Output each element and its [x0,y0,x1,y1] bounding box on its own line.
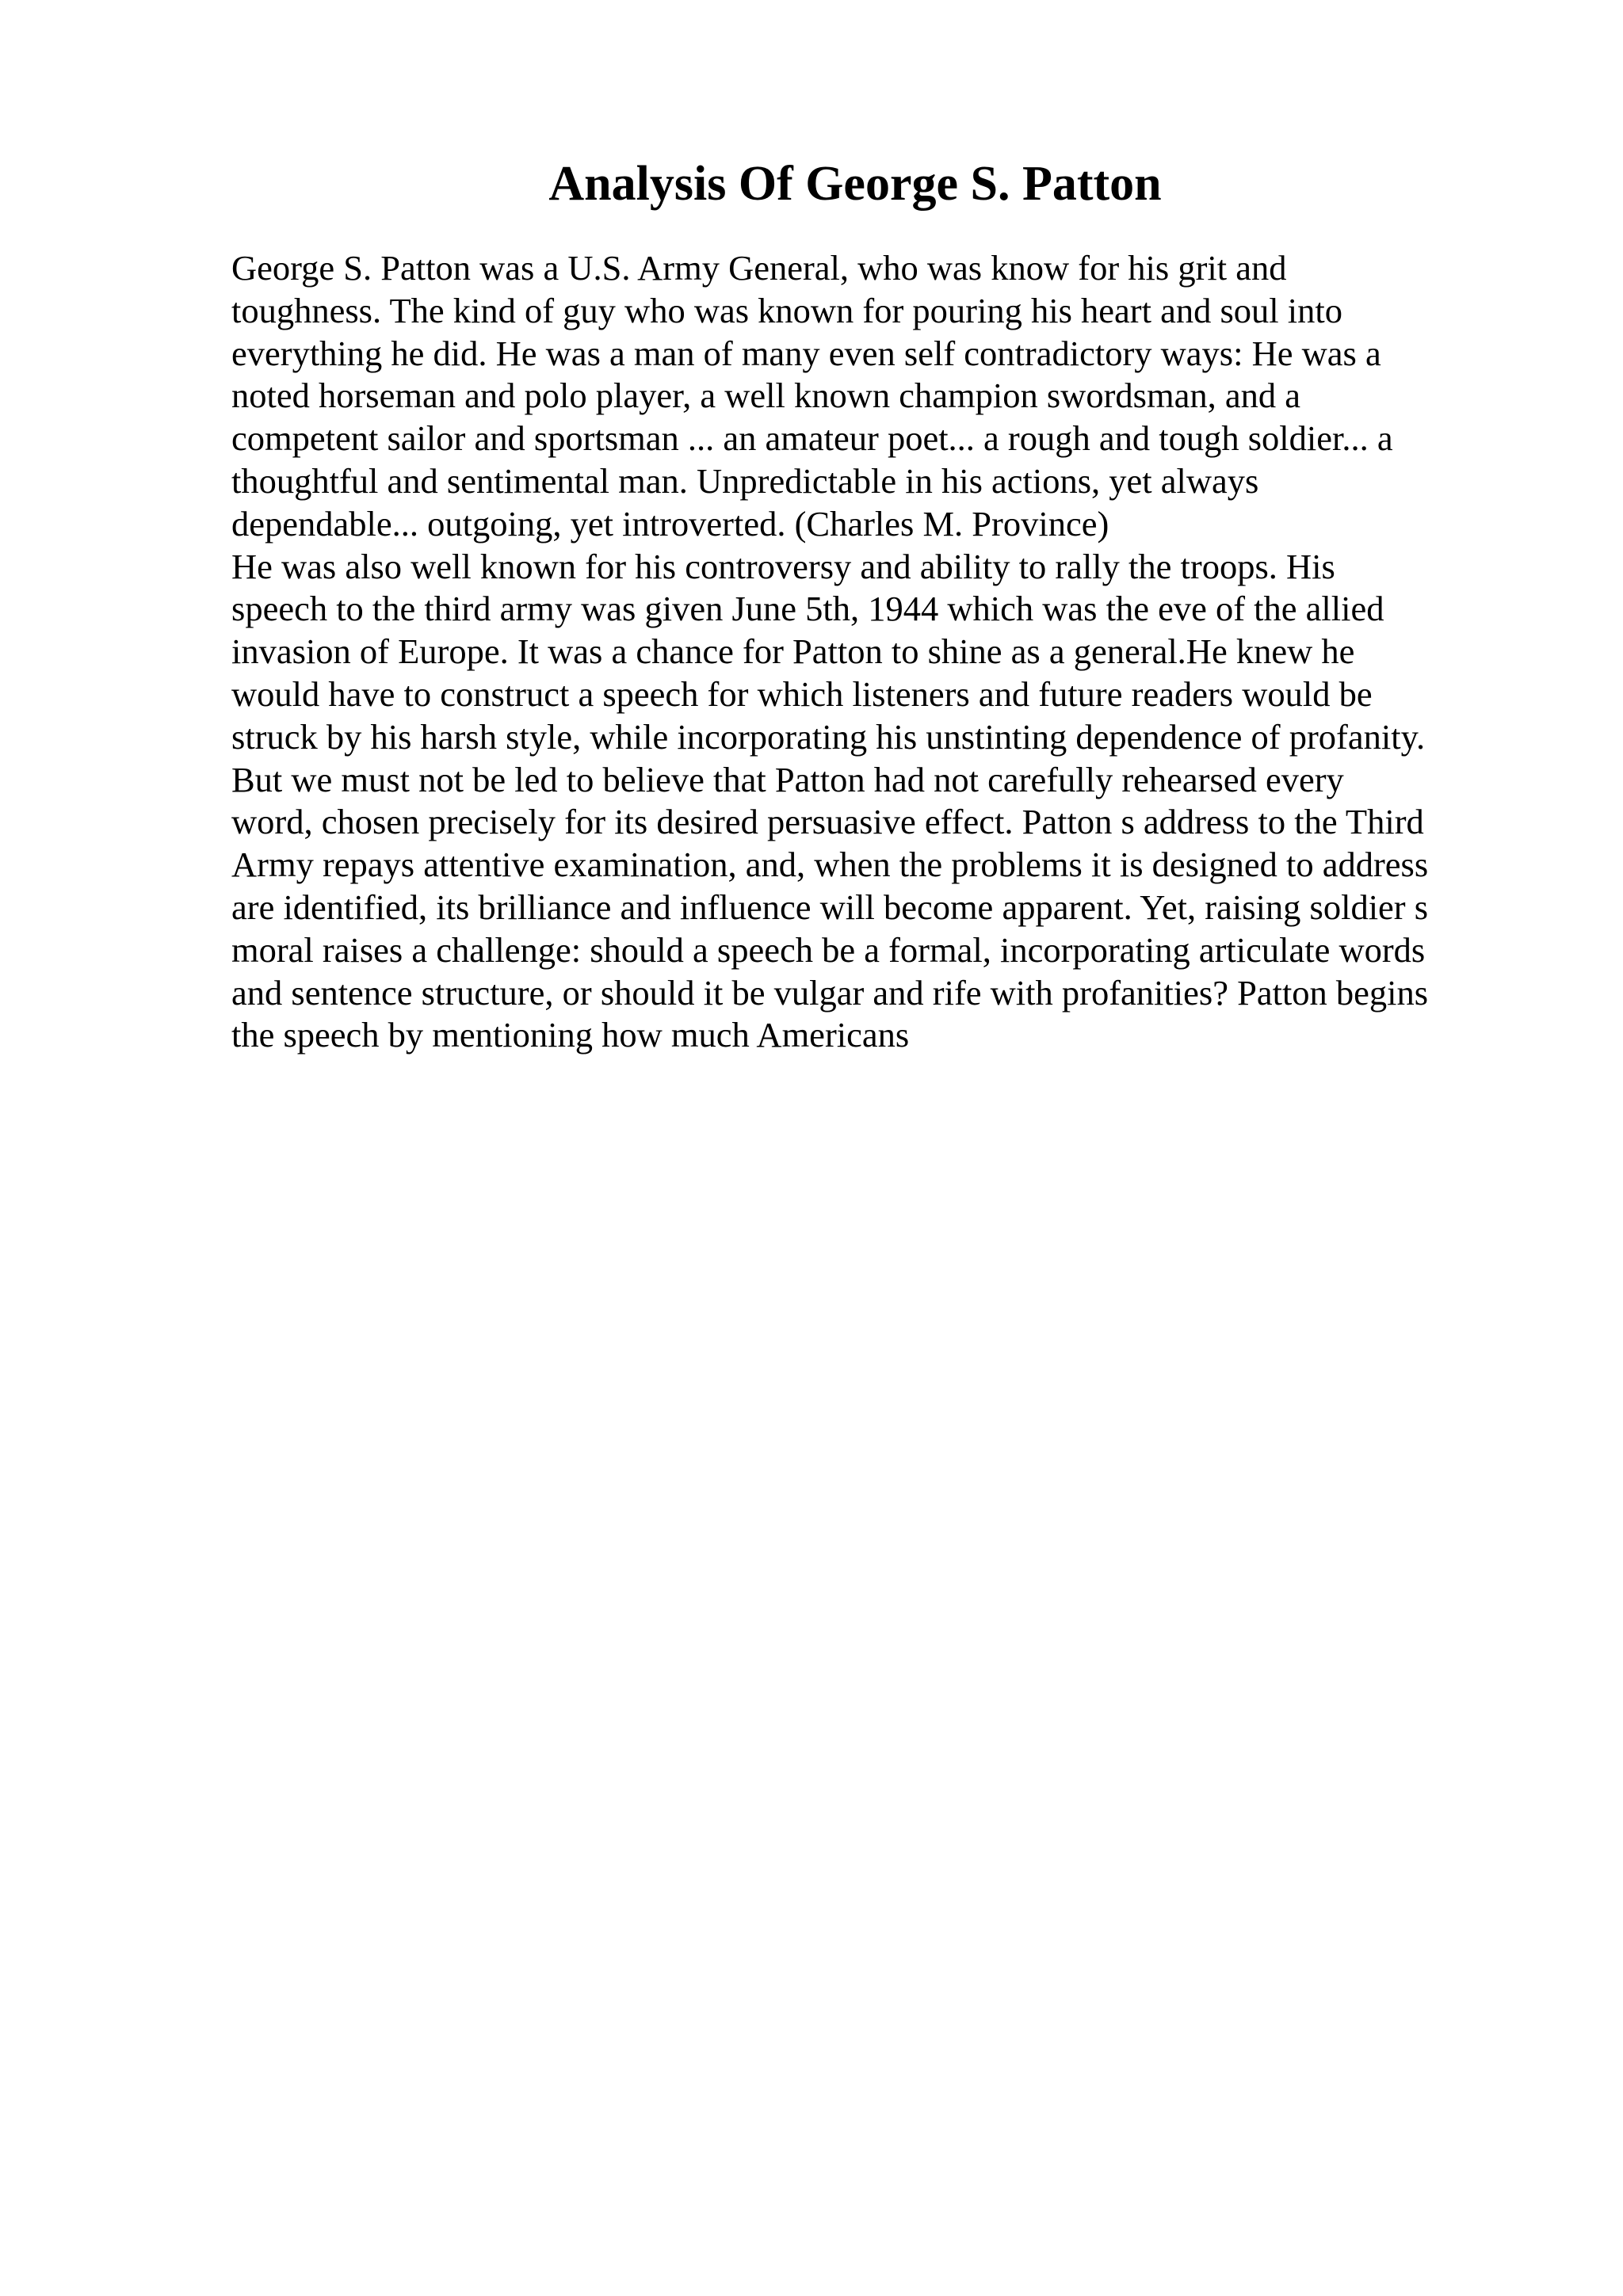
body-line: would have to construct a speech for which listeners and future readers would be [231,673,1373,714]
body-line: He was also well known for his controversy and ability to rally the troops. His [231,546,1335,586]
body-line: Army repays attentive examination, and, when the problems it is designed to address [231,845,1429,885]
body-line: speech to the third army was given June 5th, 1944 which was the eve of the allied [231,589,1384,629]
body-line: George S. Patton was a U.S. Army General, who was know for his grit and [231,248,1287,288]
body-line: dependable... outgoing, yet introverted. (Charles M. Province) [231,503,1109,543]
body-line: moral raises a challenge: should a speech be a formal, incorporating articulate words [231,929,1426,970]
body-line: competent sailor and sportsman ... an amateur poet... a rough and tough soldier... a [231,418,1393,459]
body-line: noted horseman and polo player, a well known champion swordsman, and a [231,376,1300,416]
body-line: and sentence structure, or should it be vulgar and rife with profanities? Patton begins [231,972,1429,1013]
body-line: toughness. The kind of guy who was known for pouring his heart and soul into [231,290,1343,330]
body-line: invasion of Europe. It was a chance for Patton to shine as a general.He knew he [231,631,1355,672]
body-line: are identified, its brilliance and influence will become apparent. Yet, raising soldier s [231,887,1429,927]
body-line: thoughtful and sentimental man. Unpredictable in his actions, yet always [231,460,1259,501]
document-title: Analysis Of George S. Patton [548,157,1162,211]
body-line: the speech by mentioning how much Americans [231,1015,910,1055]
body-line: struck by his harsh style, while incorporating his unstinting dependence of profanity. [231,716,1426,757]
body-line: everything he did. He was a man of many even self contradictory ways: He was a [231,333,1381,373]
body-line: word, chosen precisely for its desired persuasive effect. Patton s address to the Third [231,802,1424,842]
body-line: But we must not be led to believe that Patton had not carefully rehearsed every [231,759,1344,799]
document-body [231,247,1499,1057]
